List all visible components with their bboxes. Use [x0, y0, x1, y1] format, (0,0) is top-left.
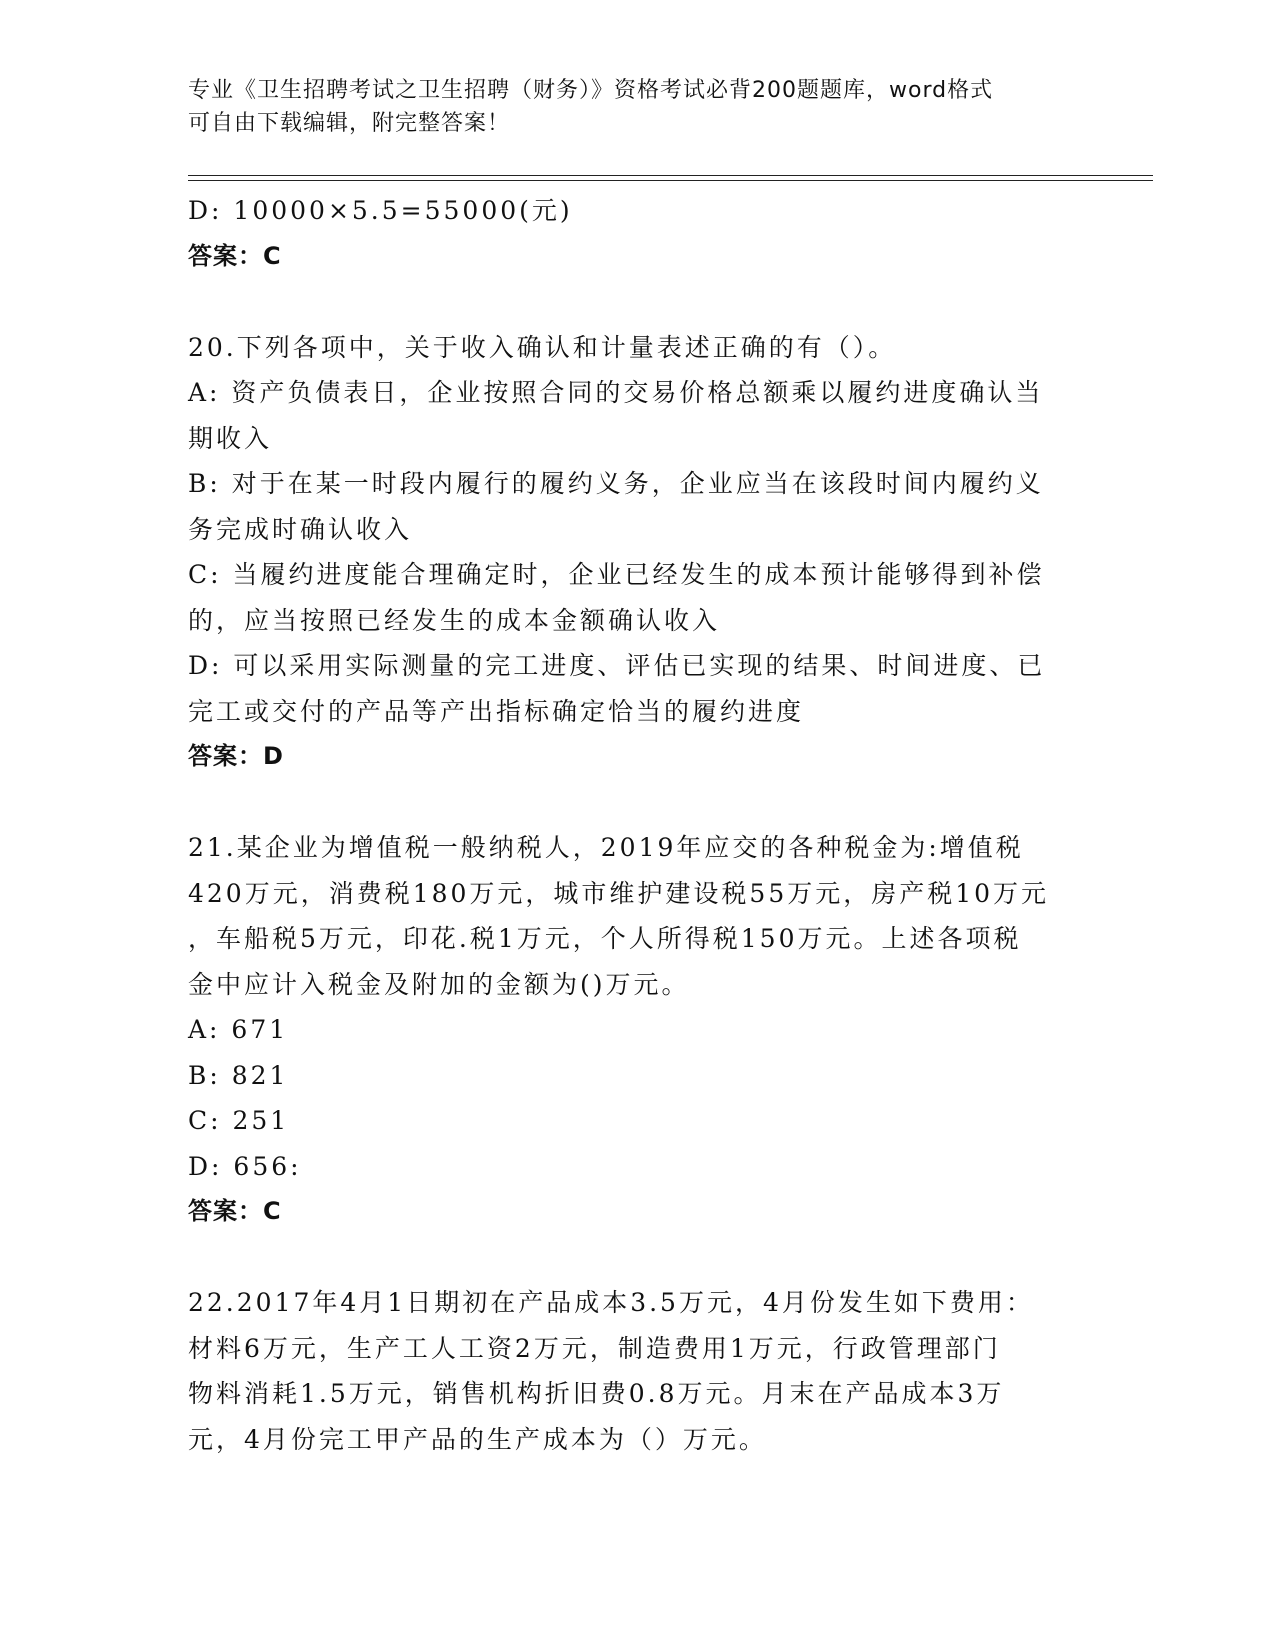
text-line: 21.某企业为增值税一般纳税人，2019年应交的各种税金为:增值税 — [188, 833, 1024, 862]
text-line: 20.下列各项中，关于收入确认和计量表述正确的有（）。 — [188, 332, 897, 362]
header-line-1: 专业《卫生招聘考试之卫生招聘（财务）》资格考试必背200题题库，word格式 — [188, 78, 994, 103]
text-line: 元，4月份完工甲产品的生产成本为（）万元。 — [188, 1424, 767, 1454]
text-line: D: 可以采用实际测量的完工进度、评估已实现的结果、时间进度、已 — [188, 651, 1046, 680]
text-line: A: 资产负债表日，企业按照合同的交易价格总额乘以履约进度确认当 — [188, 378, 1044, 407]
text-line: 完工或交付的产品等产出指标确定恰当的履约进度 — [188, 696, 805, 726]
text-line: ，车船税5万元，印花.税1万元，个人所得税150万元。上述各项税 — [188, 924, 1022, 953]
text-line: 金中应计入税金及附加的金额为()万元。 — [188, 969, 690, 999]
header-line-2: 可自由下载编辑，附完整答案！ — [188, 111, 511, 136]
paragraph-gap — [188, 1235, 1088, 1281]
text-line: C: 251 — [188, 1106, 290, 1135]
text-line: 务完成时确认收入 — [188, 514, 413, 544]
text-line: 420万元，消费税180万元，城市维护建设税55万元，房产税10万元 — [188, 878, 1050, 908]
text-line: D: 10000×5.5=55000(元) — [188, 196, 573, 225]
text-line: 物料消耗1.5万元，销售机构折旧费0.8万元。月末在产品成本3万 — [188, 1379, 1005, 1408]
paragraph-gap — [188, 279, 1088, 325]
text-line: 22.2017年4月1日期初在产品成本3.5万元，4月份发生如下费用： — [188, 1288, 1034, 1317]
text-line: 的，应当按照已经发生的成本金额确认收入 — [188, 605, 721, 635]
answer-line: 答案：D — [188, 742, 284, 770]
text-line: B: 821 — [188, 1060, 289, 1090]
header-divider — [188, 175, 1153, 181]
text-line: A: 671 — [188, 1015, 289, 1044]
text-line: 材料6万元，生产工人工资2万元，制造费用1万元，行政管理部门 — [188, 1333, 1001, 1363]
answer-line: 答案：C — [188, 241, 282, 270]
paragraph-gap — [188, 780, 1088, 826]
text-line: D: 656: — [188, 1151, 302, 1181]
text-line: C: 当履约进度能合理确定时，企业已经发生的成本预计能够得到补偿 — [188, 560, 1045, 589]
answer-line: 答案：C — [188, 1197, 282, 1225]
text-line: B: 对于在某一时段内履行的履约义务，企业应当在该段时间内履约义 — [188, 469, 1044, 498]
text-line: 期收入 — [188, 423, 273, 453]
question-content — [188, 188, 1088, 1462]
page-header — [188, 74, 1088, 140]
